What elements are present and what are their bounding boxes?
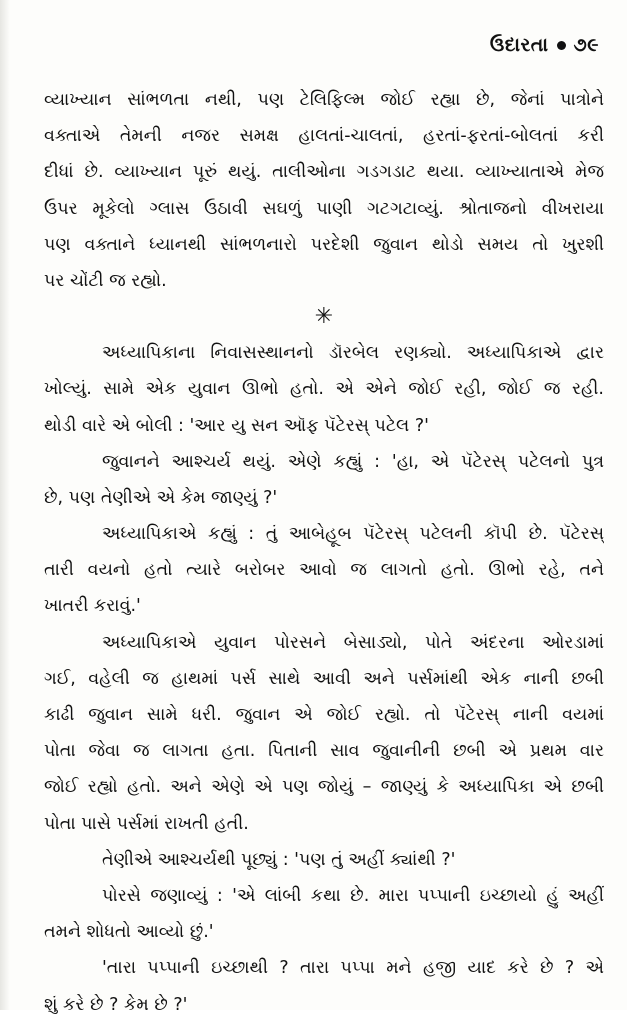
- paragraph-block-1: [44, 82, 604, 299]
- text-line: જોઈ રહ્યો હતો. અને એણે એ પણ જોયું – જાણ્યું કે અધ્યાપિકા એ છબી: [44, 777, 604, 798]
- binding-shadow: [0, 0, 10, 1010]
- page-number: ૭૯: [573, 34, 599, 56]
- text-line: અધ્યાપિકાએ યુવાન પોરસને બેસાડ્યો, પોતે અંદરના ઓરડામાં: [102, 632, 604, 653]
- text-line: પણ વક્તાને ધ્યાનથી સાંભળનારો પરદેશી જુવાન થોડો સમય તો ખુરશી: [44, 234, 604, 255]
- text-line: કાઢી જુવાન સામે ધરી. જુવાન એ જોઈ રહ્યો. તો પૅટેરસ્ નાની વયમાં: [44, 705, 604, 725]
- text-line: ગઈ, વહેલી જ હાથમાં પર્સ સાથે આવી અને પર્સમાંથી એક નાની છબી: [44, 668, 604, 689]
- text-line: પર ચોંટી જ રહ્યો.: [44, 270, 167, 291]
- text-line: અધ્યાપિકાના નિવાસસ્થાનનો ડૉરબેલ રણક્યો. અધ્યાપિકાએ દ્વાર: [102, 343, 604, 364]
- text-line: શું કરે છે ? કેમ છે ?': [44, 994, 188, 1015]
- text-line: તમને શોધતો આવ્યો છું.': [44, 922, 214, 943]
- text-line: છે, પણ તેણીએ એ કેમ જાણ્યું ?': [44, 487, 278, 508]
- section-separator-asterisk-icon: ✳: [314, 304, 334, 330]
- text-line: પોરસે જણાવ્યું : 'એ લાંબી કથા છે. મારા પપ્પાની ઇચ્છાયો હું અહીં: [102, 885, 604, 906]
- text-line: તારી વયનો હતો ત્યારે બરોબર આવો જ લાગતો હતો. ઊભો રહે, તને: [44, 560, 604, 581]
- text-line: પોતા જેવા જ લાગતા હતા. પિતાની સાવ જુવાનીની છબી એ પ્રથમ વાર: [44, 741, 604, 762]
- paragraph-block-2: [44, 335, 604, 1023]
- text-line: દીધાં છે. વ્યાખ્યાન પૂરું થયું. તાલીઓના ગડગડાટ થયા. વ્યાખ્યાતાએ મેજ: [44, 162, 604, 183]
- bullet-icon: [557, 41, 566, 50]
- text-body: [44, 82, 604, 1023]
- text-line: વ્યાખ્યાન સાંભળતા નથી, પણ ટેલિફિલ્મ જોઈ રહ્યા છે, જેનાં પાત્રોને: [44, 90, 604, 110]
- text-line: પોતા પાસે પર્સમાં રાખતી હતી.: [44, 813, 249, 834]
- text-line: તેણીએ આશ્ચર્યથી પૂછ્યું : 'પણ તું અહીં ક્યાંથી ?': [102, 849, 456, 870]
- text-line: થોડી વારે એ બોલી : 'આર યુ સન ઑફ પૅટેરસ્ પટેલ ?': [44, 415, 429, 436]
- text-line: 'તારા પપ્પાની ઇચ્છાથી ? તારા પપ્પા મને હજી યાદ કરે છે ? એ: [102, 958, 604, 979]
- text-line: અધ્યાપિકાએ કહ્યું : તું આબેહૂબ પૅટેરસ્ પટેલની કૉપી છે. પૅટેરસ્: [102, 524, 604, 545]
- text-line: ખાતરી કરાવું.': [44, 596, 141, 617]
- text-line: ઉપર મૂકેલો ગ્લાસ ઉઠાવી સઘળું પાણી ગટગટાવ્યું. શ્રોતાજનો વીખરાયા: [44, 198, 604, 219]
- text-line: જુવાનને આશ્ચર્ય થયું. એણે કહ્યું : 'હા, એ પૅટેરસ્ પટેલનો પુત્ર: [102, 451, 604, 472]
- text-line: ખોલ્યું. સામે એક યુવાન ઊભો હતો. એ એને જોઈ રહી, જોઈ જ રહી.: [44, 379, 604, 400]
- chapter-title: ઉદારતા: [489, 34, 549, 56]
- running-header: [490, 34, 599, 56]
- text-line: વક્તાએ તેમની નજર સમક્ષ હાલતાં-ચાલતાં, હરતાં-ફરતાં-બોલતાં કરી: [44, 126, 604, 147]
